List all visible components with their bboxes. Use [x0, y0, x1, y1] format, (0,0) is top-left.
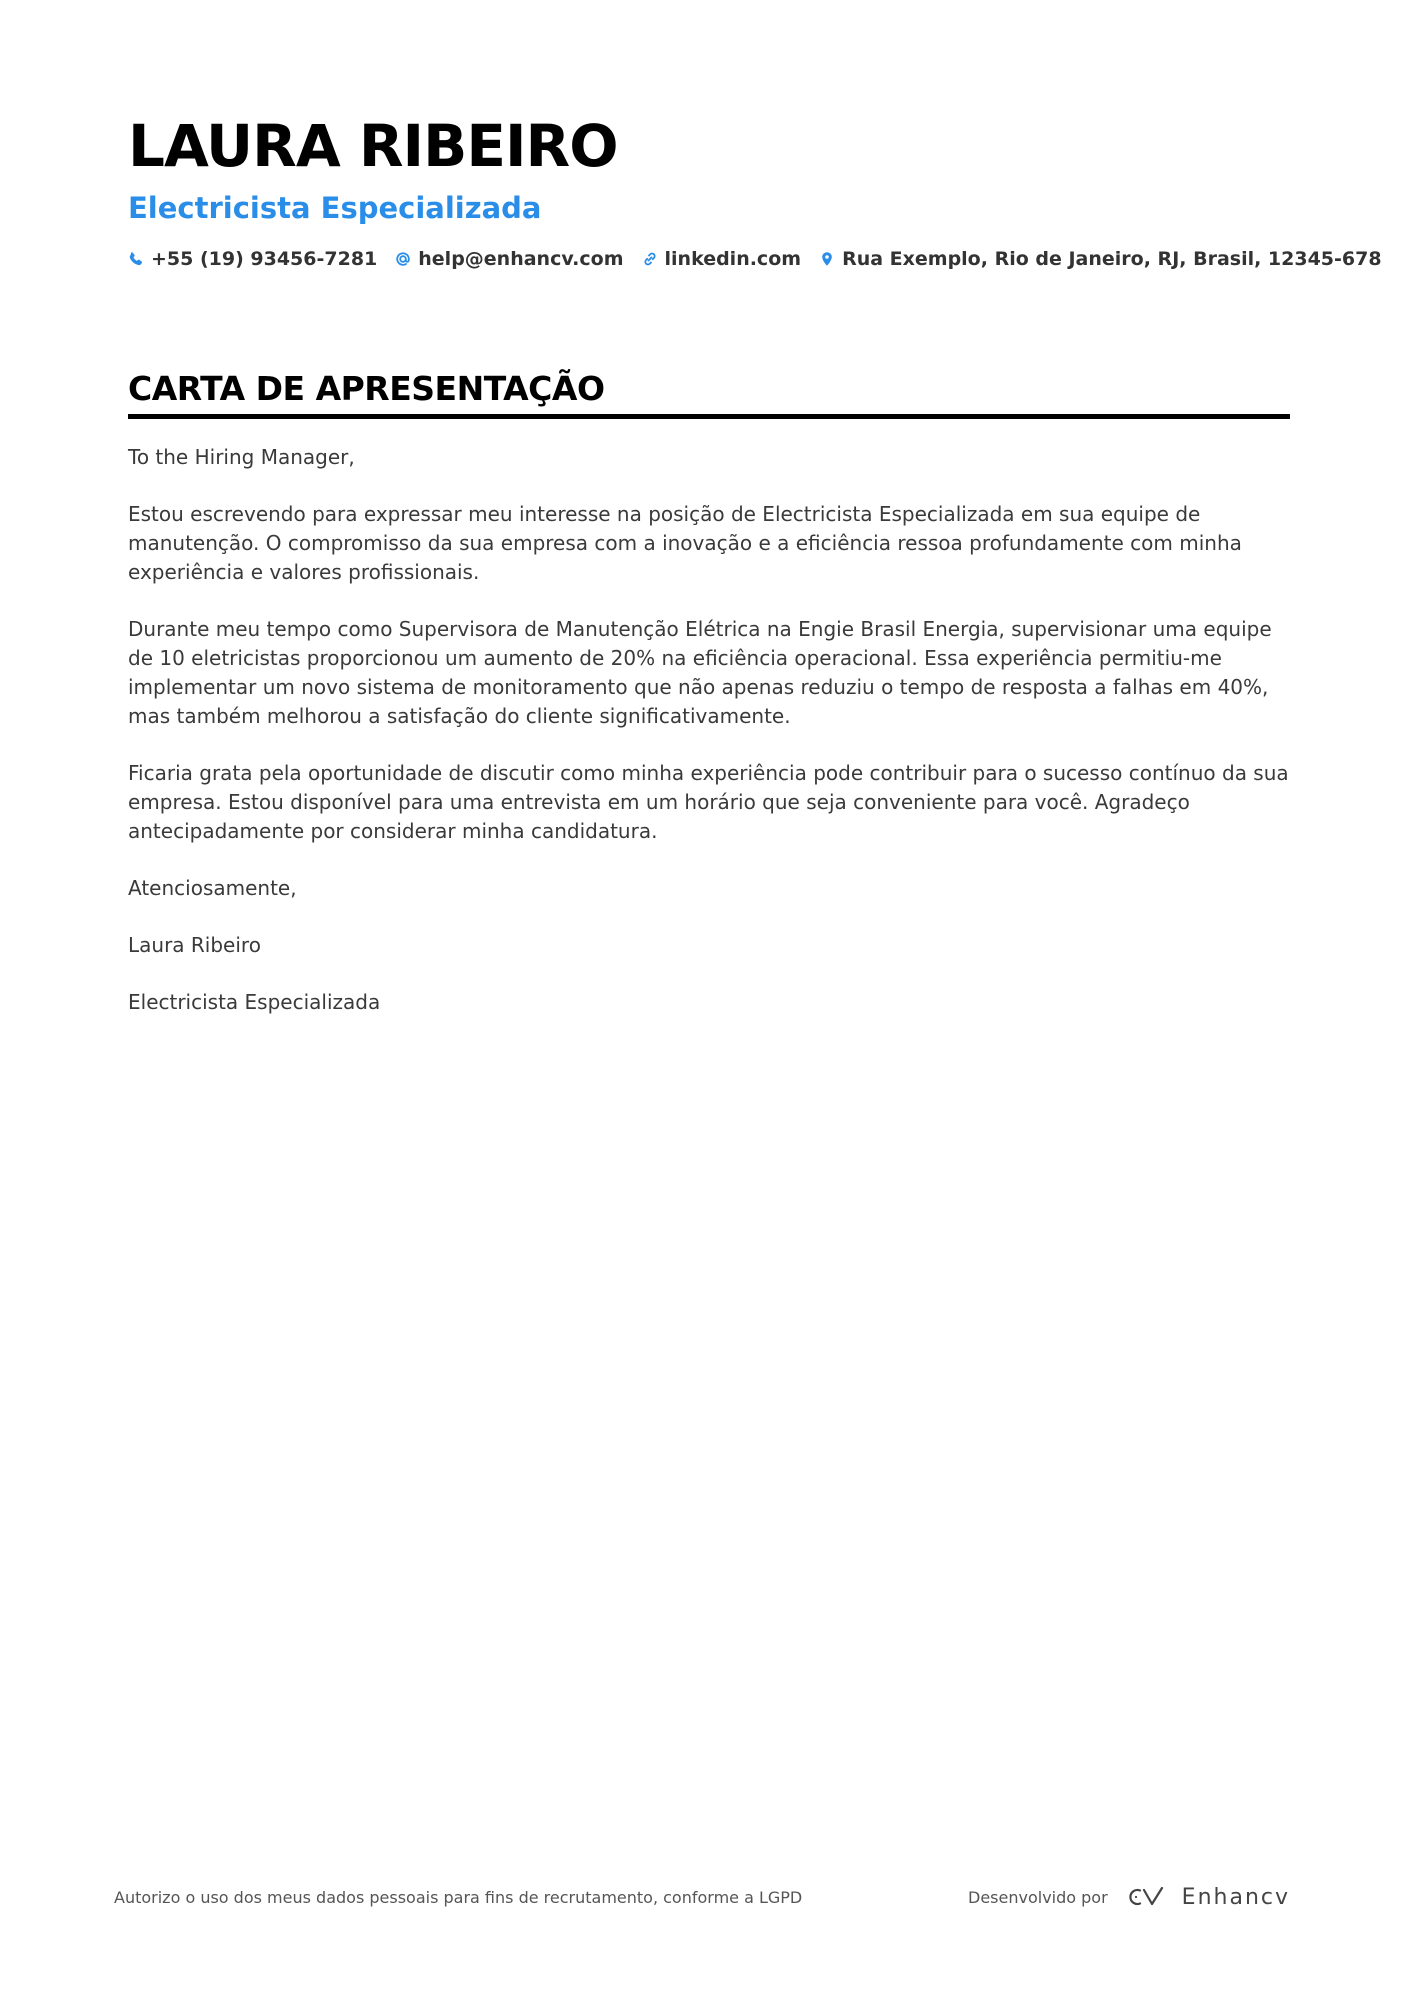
candidate-role: Electricista Especializada — [128, 191, 542, 225]
letter-paragraph: Ficaria grata pela oportunidade de discutir como minha experiência pode contribuir para o sucesso contínuo da sua empresa. Estou disponível para uma entrevista em um horário que seja conveniente para você. Agradeço antecipadamente por considerar minha candidatura. — [128, 761, 1289, 843]
contact-bar — [128, 248, 1382, 270]
contact-phone[interactable] — [128, 248, 377, 270]
location-pin-icon — [819, 251, 835, 267]
powered-by[interactable] — [968, 1884, 1290, 1910]
section-title: CARTA DE APRESENTAÇÃO — [128, 368, 1290, 419]
cover-letter-section — [128, 368, 1290, 1045]
contact-email-text: help@enhancv.com — [418, 248, 624, 270]
contact-address-text: Rua Exemplo, Rio de Janeiro, RJ, Brasil, 12345-678 — [842, 248, 1382, 270]
letter-greeting: To the Hiring Manager, — [128, 445, 355, 469]
contact-linkedin-text: linkedin.com — [664, 248, 802, 270]
contact-linkedin[interactable] — [642, 248, 802, 270]
brand-name: Enhancv — [1181, 1884, 1290, 1910]
candidate-name: LAURA RIBEIRO — [128, 112, 618, 180]
letter-paragraph: Durante meu tempo como Supervisora de Manutenção Elétrica na Engie Brasil Energia, supervisionar uma equipe de 10 eletricistas proporcionou um aumento de 20% na eficiência operacional. Essa experiência permitiu-me implementar um novo sistema de monitoramento que não apenas reduziu o tempo de resposta a falhas em 40%, mas também melhorou a satisfação do cliente significativamente. — [128, 617, 1272, 728]
consent-text: Autorizo o uso dos meus dados pessoais para fins de recrutamento, conforme a LGPD — [114, 1887, 803, 1907]
contact-phone-text: +55 (19) 93456-7281 — [151, 248, 378, 270]
enhancv-logo-icon — [1122, 1884, 1168, 1910]
header — [128, 108, 1382, 270]
letter-closing: Atenciosamente, — [128, 876, 297, 900]
footer — [114, 1884, 1290, 1910]
phone-icon — [128, 251, 144, 267]
contact-address — [819, 248, 1382, 270]
letter-signature-role: Electricista Especializada — [128, 990, 381, 1014]
link-icon — [642, 251, 658, 267]
letter-paragraph: Estou escrevendo para expressar meu interesse na posição de Electricista Especializada em sua equipe de manutenção. O compromisso da sua empresa com a inovação e a eficiência ressoa profundamente com minha experiência e valores profissionais. — [128, 502, 1242, 584]
powered-by-label: Desenvolvido por — [968, 1887, 1108, 1907]
at-icon — [395, 251, 411, 267]
letter-body — [128, 443, 1290, 1017]
contact-email[interactable] — [395, 248, 623, 270]
letter-signature-name: Laura Ribeiro — [128, 933, 261, 957]
